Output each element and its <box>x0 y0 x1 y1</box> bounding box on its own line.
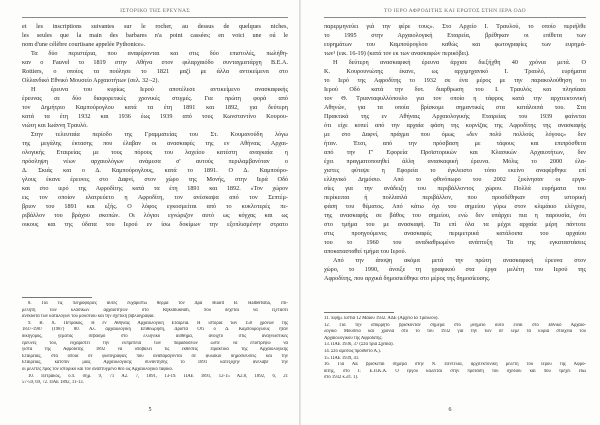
body-text-line: έχει πραγματοποιηθεί άλλη ανασκαφική έρευνα. Μόλις το 2000 έλα- <box>324 158 586 165</box>
footnote-rule-right <box>324 312 394 313</box>
footnote-line: γιστα της Αφροδίτης 1892 να υποβάλει τις εκθέσεις Πρακτικά της Αρχαιολογικής <box>22 347 288 353</box>
body-text-line: Ιερού Οδό κατά την δυτ. διαρθρωση του Ι. Τραυλός και πλησίασε <box>324 86 586 93</box>
body-text-line: Τα δύο περιστέρια, που αναφέρονται και στις δύο επιστολές, πωλήθη- <box>31 50 288 57</box>
footnote-line: 57-59, 69, 72. ΠΑΕ 1892, 11-13. <box>22 380 84 386</box>
footnote-line: Αρχαιολογικού της Αφροδίτης. <box>324 335 383 341</box>
body-text-line: εις τον οποίον ελατρεύετο η Αφροδίτη, τον ανέσκαψα από τον Σεπτέμ- <box>22 194 288 201</box>
left-whitespace <box>22 229 288 291</box>
body-text-line: και στο ιερό της Αφροδίτης κατά τα έτη 1891 και 1892. «Τον χώρον <box>22 185 288 192</box>
body-text-line: βριον του 1891 και εξής. Ο λόφος εγκοσμείται από το κυκλοτερές πε- <box>22 203 288 210</box>
body-text-line: ολογικής Εταιρείας με τους πόρους του λαχείου κατέστη αναγκαία η <box>22 149 288 156</box>
running-head-left: ΙΣΤΟΡΙΚΟ ΤΗΣ ΕΡΕΥΝΑΣ <box>22 8 288 18</box>
body-text-line: nom d'une célèbre courtisane appelée Pythonice». <box>22 41 146 48</box>
footnote-line: ανέκδοτα των κατάλογων του μουσείου και την σχετική βιβλιογραφία. <box>22 314 155 320</box>
footnote-line: 10. Πετράκος, ό.π. σημ. 9, 71 Α2. 7, 1891, 13-19. ΠΑΕ 1891, 12-15 Α2.8, 1892, 6, 21 <box>28 373 288 379</box>
footnote-line: μελητή των κλασικών αρχαιοτήτων στο Rijksmuseum, που δέχεται να εξετάσει <box>22 307 288 313</box>
body-text-line: Δ. Σκιάς και ο Δ. Καμπούρογλους, κατά το 1891. Ο Δ. Καμπούρο- <box>22 167 288 174</box>
footnote-line: 13. ΠΑΕ 1936, 37 (Στα τρία Σχέδια). <box>324 342 394 348</box>
body-text-line: το Ιερό της Αφροδίτης το 1932 σε ένα μέρος με την παρακολούθηση το <box>324 77 586 84</box>
body-text-line: ευρημάτων του Καμπούρογλου καθώς και φωτογραφίες των ευρημά- <box>324 41 586 48</box>
body-text-line: από την Γ' Εφορεία Προϊστορικών και Κλασικών Αρχαιοτήτων, δεν <box>324 149 586 156</box>
footnote-line: 8. Για τις πληροφορίες αυτές ευχαριστώ θερμά τον Δρα Ruurd B. Halbertsma, επι- <box>28 301 288 306</box>
body-text-line: καν ο Fauvel το 1819 στην Αθήνα στον φιλαρχαιόδο συνταγματάρχη Β.Ε.Α. <box>22 59 288 66</box>
body-text-line: των¹ (εικ. 16-19) (κατά τον εκ των ανασκαφών περικόβει). <box>324 50 470 57</box>
body-text-line: Αθηνών, για τα οποία βρίσκομε σημαντικές στα κατάλοιπά του. Στα <box>324 104 586 111</box>
body-text-line: χώρο, το 1990, άνοιξε τη γραφικού στα έργα μελέτη του Ιερού της <box>324 266 586 273</box>
right-body-text <box>324 22 586 283</box>
body-text-line: οικους και της ύδατα του Ιερού εν ίσω δοκίμων την εξοπλισμένην στρατο <box>22 221 288 228</box>
footnote-line: 16. Για ΑΕ βρίσκεται σήμερα στην Ν. Πεντέλια, αρχιτεκτονική μελέτη του Ιερού της Αφρο- <box>324 362 586 368</box>
footnote-line: 1837-1987 (1987) 80. Αλ. αρχαιολογική Επιθεώρηση, Δρίστα Οτι ο Δ. Καμπούρογλους ήταν <box>22 327 288 333</box>
page-number-left: 5 <box>148 407 152 413</box>
body-text-line: Η δεύτερη ανασκαφική έρευνα άρχισε διεξήχθη 40 χρόνια μετά. Ο <box>333 59 586 66</box>
body-text-line: του το 1960 του αναδιαθρωμένο ανάπτυξη Τα της εγκαταστάσεις <box>324 239 586 246</box>
footnote-line: δικηγόρος, γεμάτος σεβασμό στο ελληνικό αίσθημα, ανοιχτό στις αναγνωστικές <box>22 333 288 339</box>
body-text-line: Αφροδίτης, που αρχικά δημοσιεύθηκε στο μέρος της δημοσίευσης. <box>324 275 491 282</box>
body-text-line: Rottiers, ο οποίος τα πούλησε το 1821 μαζί με άλλα αντικείμενα στο <box>22 68 288 75</box>
body-text-line: Κ. Κουρουνιώτης έκανε, ως αρχιμηχανικό Ι. Τραυλό, ευρήματα <box>324 68 586 75</box>
body-text-line: Από την άποψη ακόμα μετά την πρώτη ανασκαφική έρευνα στον <box>333 257 586 264</box>
footnote-line: Εταιρείας, στα όποια σε φωτογραφίες που αναπαράγονται σε φυλάκιο δημοσιεύσεις και την <box>22 353 288 359</box>
page-number-right: 6 <box>448 407 452 413</box>
body-text-line: ήταν. Έτσι, από την πρόσβαση με τάφους και επιπρόσθετα <box>324 140 586 147</box>
body-text-line: les seules que la main des barbares n'a point cassées; en voici une oú le <box>22 32 288 39</box>
body-text-line: γλους έκανε έρευνες στο Δαφνί, στον χώρο της Μονής, στην Ιερά Οδό <box>22 176 288 183</box>
footnote-line: οι μελέτες προς τον ιστορικό και τον αναπτυγμένο θεό ως Αρχαιολογικό ταφικό. <box>22 366 174 372</box>
right-footnotes <box>324 316 586 382</box>
body-text-line: με στο Δαφνί, πράγμα που όμως «δεν πολύ πολλούς λόγους» δεν <box>324 131 586 138</box>
body-text-line: στις προηγούμενες ανασκαφές περιμετρικά κατάλοιπα του αρχαίου <box>324 230 586 237</box>
right-whitespace <box>324 283 586 306</box>
body-text-line: et les inscriptions suivantes sur le rocher, au dessus de quelques niches, <box>22 23 288 30</box>
right-page <box>300 0 600 425</box>
body-text-line: Στην τελευταία περίοδο της Γραμματείας του Στ. Κουμανούδη λόγω <box>31 131 288 138</box>
body-text-line: Ολλανδικό Εθνικό Μουσείο Αρχαιοτήτων (σελ. 32·-2). <box>22 77 159 84</box>
footnote-line: δίτης, στο Γ. Ε.Π.Κ.Α. Ο έργου καλείται στην πρόταση του σχεδίου και που τρέχει εδώ <box>324 368 586 374</box>
running-head-right: ΤΟ ΙΕΡΟ ΑΦΡΟΔΙΤΗΣ ΚΑΙ ΕΡΩΤΟΣ ΣΤΗΝ ΙΕΡΑ ΟΔΟ <box>324 8 586 18</box>
body-text-line: τον Θ. Τριανταφυλλόπουλο για τον οποίο η τάφρος κατά την αρχιτεκτονική <box>324 95 586 102</box>
body-text-line: Η έρευνα του κυρίως Ιερού αποτέλεσε αντικείμενο ανασκαφικής <box>31 86 288 93</box>
body-text-line: Πρακτικά της εν Αθήναις Αρχαιολογικής Εταιρείας του 1939 φαίνεται <box>324 113 586 120</box>
left-footnotes <box>22 301 288 387</box>
body-text-line: ελληνικό Δημόσιο. Από το φθινόπωρο του 2002 ξεκίνησαν οι εργα- <box>324 176 586 183</box>
body-text-line: έρευνας σε δύο διαφορετικές χρονικές στιγμές. Για πρώτη φορά από <box>22 95 288 102</box>
body-text-line: χιστες φύτεψε η Εφορεία το έγκλειστο τόπο εκείνο αναφέρθηκε επί <box>324 167 586 174</box>
footnote-line: 11. Έφημ. Εστία 12 Μαΐου 1932. ΑΔΕ (Αρχείο Ια Τραυλού). <box>324 316 439 321</box>
body-text-line: σίες για την ανάδειξη του περιβάλλοντος χώρου. Πολλά ευρήματα του <box>324 185 586 192</box>
body-text-line: παρερμηνεύει γιά την φέρε τους». Στο Αρχείο Ι. Τραυλού, το οποίο περιήλθε <box>324 23 586 30</box>
footnote-line: λογικό Μουσείο και χρόνια στο το του 1932 για την των σε λέμε τα κύρια στοιχεία του <box>324 329 586 335</box>
body-text-line: στο τμήμα του με ανασκαφή. Τα επί όλα τα μέχρι αρχαία μέρη πάντοτε <box>324 221 586 228</box>
footnote-line: 9. Β. Χ. Πετράκος, Η εν Αθήναις Αρχαιολογική Εταιρεία. Η ιστορία των 150 χρόνων της <box>28 320 288 326</box>
body-text-line: τον Δημήτριο Καμπούρογλου κατά τα έτη 1891 και 1892, για δεύτερη <box>22 104 288 111</box>
body-text-line: ότι είχε κοπεί από την αρχαία φάση της κορνίζας της Αφροδίτης της ανασκαφής <box>324 122 586 129</box>
body-text-line: περίκειται ή πολλαπλά περιβάλλον, που προσδέθηκαν στη ιστορική <box>324 194 586 201</box>
body-text-line: φάση του θέματος. Από κάτω όχι του σημείου γύρω στον κλιμάκιο ελέγχου, <box>324 203 586 210</box>
footnote-rule-left <box>22 297 92 298</box>
body-text-line: αποκατασταθεί τμήμα του Ιερού. <box>324 248 407 255</box>
body-text-line: πρόσληψη νέων αρχαιολόγων ανάμεσα σ' αυτούς περιλαμβανόταν ο <box>22 158 288 165</box>
body-text-line: της ανασκαφής σε βάθος του σημείου, ενώ δεν υπάρχει πια η παρουσία, ότι <box>324 212 586 219</box>
body-text-line: ριβάλλον του βράχου σκοπών. Οι λόγιοι εγνώριζον αυτό ως κόγχας και ως <box>22 212 288 219</box>
body-text-line: νιώτη και Ιωάννη Τραυλό. <box>22 122 88 129</box>
footnote-line: έρευνες του, ευχαριστεί την ευπρέπεια των παραδόσεων ώστε να επιστρέψω να <box>22 340 288 346</box>
footnote-line: 14. Στο αμέσως πρόσθετο Α.). <box>324 348 381 354</box>
footnote-line: 12. Για την απόρρητο βρίσκονταν σήμερα στο μνημείο αυτό είναι στο Εθνικό Αρχαιο- <box>324 322 586 328</box>
footnote-line: στο 1932 κ.λπ. 1). <box>324 375 359 381</box>
body-text-line: κατά τα έτη 1932 και 1936 έως 1939 από τους Κωνσταντίνο Κουρου- <box>22 113 288 120</box>
left-body-text <box>22 22 288 229</box>
body-text-line: το 1995 στην Αρχαιολογική Εταιρεία, βρέθηκαν οι επίθετα των <box>324 32 586 39</box>
footnote-line: 15. ΠΑΕ 1939, 41. <box>324 355 360 361</box>
body-text-line: της μεγάλης έκτασης που έλαβαν οι ανασκαφές της εν Αθήναις Αρχαι- <box>22 140 288 147</box>
footnote-line: Εταιρείας, κατόπιν μιας Αρχαιολογικής συνάντησης το 1891 κατεξοχήν ανέλαβε την <box>22 360 288 366</box>
